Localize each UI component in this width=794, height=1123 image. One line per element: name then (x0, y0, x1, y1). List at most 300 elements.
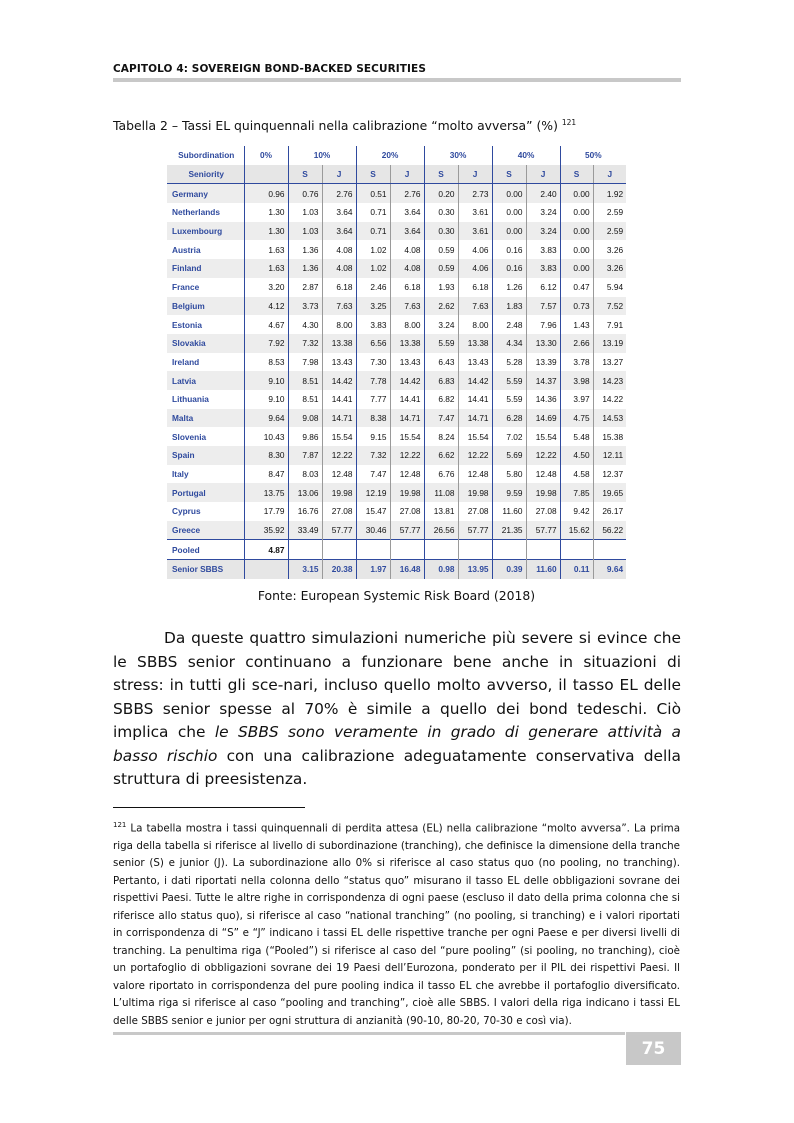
value-cell: 15.62 (560, 521, 593, 540)
value-cell: 15.38 (593, 427, 626, 446)
value-cell: 19.98 (322, 483, 356, 502)
value-cell: 3.20 (244, 278, 288, 297)
value-cell: 1.02 (356, 240, 390, 259)
empty-cell (288, 540, 322, 560)
empty-cell (593, 540, 626, 560)
tranche-header: J (593, 165, 626, 184)
value-cell: 4.50 (560, 446, 593, 465)
value-cell: 7.87 (288, 446, 322, 465)
value-cell: 6.28 (492, 409, 526, 428)
value-cell: 2.40 (526, 184, 560, 203)
value-cell: 57.77 (390, 521, 424, 540)
value-cell: 35.92 (244, 521, 288, 540)
value-cell: 14.36 (526, 390, 560, 409)
value-cell: 14.71 (322, 409, 356, 428)
value-cell: 3.97 (560, 390, 593, 409)
senior-sbbs-value: 20.38 (322, 560, 356, 579)
value-cell: 4.34 (492, 334, 526, 353)
country-label: Finland (167, 259, 244, 278)
body-paragraph (113, 627, 681, 792)
country-label: Netherlands (167, 203, 244, 222)
value-cell: 2.59 (593, 203, 626, 222)
subordination-label: Subordination (167, 146, 244, 165)
table-row (167, 446, 626, 465)
value-cell: 5.48 (560, 427, 593, 446)
country-label: Cyprus (167, 502, 244, 521)
country-label: Estonia (167, 315, 244, 334)
senior-sbbs-value: 0.11 (560, 560, 593, 579)
tranche-header-empty (244, 165, 288, 184)
value-cell: 26.17 (593, 502, 626, 521)
header-rule (113, 78, 681, 82)
body-text-italic: le SBBS sono veramente in grado di generare attività a basso rischio (113, 723, 681, 765)
value-cell: 6.18 (390, 278, 424, 297)
level-header: 50% (560, 146, 626, 165)
body-text-1: Da queste quattro simulazioni numeriche più severe si evince che le SBBS senior continuano a funzionare bene anche in situazioni di stress: in tutti gli sce-nari, incluso quello molto avverso, il tasso EL delle SBBS senior spesse al 70% è simile a quello dei bond tedeschi. Ciò implica che (113, 629, 681, 741)
value-cell: 57.77 (458, 521, 492, 540)
value-cell: 0.30 (424, 203, 458, 222)
value-cell: 1.02 (356, 259, 390, 278)
empty-cell (322, 540, 356, 560)
footnote-number: 121 (113, 821, 127, 829)
value-cell: 3.64 (390, 222, 424, 241)
value-cell: 4.75 (560, 409, 593, 428)
value-cell: 2.66 (560, 334, 593, 353)
value-cell: 30.46 (356, 521, 390, 540)
value-cell: 14.69 (526, 409, 560, 428)
country-label: Italy (167, 465, 244, 484)
value-cell: 19.98 (390, 483, 424, 502)
value-cell: 14.41 (322, 390, 356, 409)
value-cell: 14.23 (593, 371, 626, 390)
value-cell: 6.76 (424, 465, 458, 484)
value-cell: 7.92 (244, 334, 288, 353)
value-cell: 14.22 (593, 390, 626, 409)
table-row (167, 184, 626, 203)
value-cell: 7.96 (526, 315, 560, 334)
value-cell: 14.42 (390, 371, 424, 390)
value-cell: 1.92 (593, 184, 626, 203)
value-cell: 57.77 (526, 521, 560, 540)
value-cell: 13.27 (593, 353, 626, 372)
value-cell: 8.51 (288, 390, 322, 409)
value-cell: 3.78 (560, 353, 593, 372)
value-cell: 3.61 (458, 203, 492, 222)
country-label: Latvia (167, 371, 244, 390)
value-cell: 4.06 (458, 259, 492, 278)
level-header: 40% (492, 146, 560, 165)
country-label: Greece (167, 521, 244, 540)
value-cell: 12.19 (356, 483, 390, 502)
value-cell: 3.64 (322, 222, 356, 241)
tranche-header: J (458, 165, 492, 184)
value-cell: 6.83 (424, 371, 458, 390)
value-cell: 9.08 (288, 409, 322, 428)
value-cell: 12.37 (593, 465, 626, 484)
value-cell: 2.59 (593, 222, 626, 241)
value-cell: 3.83 (356, 315, 390, 334)
value-cell: 11.60 (492, 502, 526, 521)
table-row (167, 315, 626, 334)
value-cell: 8.51 (288, 371, 322, 390)
value-cell: 3.26 (593, 240, 626, 259)
value-cell: 14.71 (458, 409, 492, 428)
value-cell: 7.98 (288, 353, 322, 372)
value-cell: 0.00 (560, 240, 593, 259)
value-cell: 3.64 (390, 203, 424, 222)
value-cell: 3.24 (424, 315, 458, 334)
level-header: 30% (424, 146, 492, 165)
table-row (167, 353, 626, 372)
value-cell: 0.96 (244, 184, 288, 203)
page-number: 75 (626, 1032, 681, 1065)
table-row (167, 334, 626, 353)
value-cell: 13.81 (424, 502, 458, 521)
table-row (167, 483, 626, 502)
value-cell: 5.59 (424, 334, 458, 353)
body-text-2: con una calibrazione adeguatamente conservativa della struttura di preesistenza. (113, 746, 681, 788)
value-cell: 6.18 (458, 278, 492, 297)
value-cell: 2.76 (322, 184, 356, 203)
level-header: 10% (288, 146, 356, 165)
value-cell: 9.10 (244, 371, 288, 390)
value-cell: 13.38 (322, 334, 356, 353)
value-cell: 4.08 (322, 259, 356, 278)
value-cell: 0.47 (560, 278, 593, 297)
value-cell: 2.62 (424, 297, 458, 316)
table-row (167, 409, 626, 428)
value-cell: 2.87 (288, 278, 322, 297)
value-cell: 8.53 (244, 353, 288, 372)
value-cell: 9.86 (288, 427, 322, 446)
table-row (167, 502, 626, 521)
value-cell: 4.06 (458, 240, 492, 259)
pooled-row (167, 540, 626, 560)
value-cell: 6.62 (424, 446, 458, 465)
value-cell: 0.00 (492, 184, 526, 203)
value-cell: 15.54 (390, 427, 424, 446)
value-cell: 0.51 (356, 184, 390, 203)
pooled-value: 4.87 (244, 540, 288, 560)
empty-cell (356, 540, 390, 560)
tranche-header: S (288, 165, 322, 184)
value-cell: 14.42 (458, 371, 492, 390)
value-cell: 7.91 (593, 315, 626, 334)
value-cell: 7.32 (356, 446, 390, 465)
table-caption-text: Tabella 2 – Tassi EL quinquennali nella calibrazione “molto avversa” (%) (113, 118, 558, 134)
empty-cell (492, 540, 526, 560)
value-cell: 27.08 (322, 502, 356, 521)
el-rates-table (167, 146, 626, 579)
tranche-header: J (322, 165, 356, 184)
value-cell: 8.38 (356, 409, 390, 428)
table-row (167, 203, 626, 222)
value-cell: 0.16 (492, 240, 526, 259)
seniority-header-row (167, 165, 626, 184)
value-cell: 4.58 (560, 465, 593, 484)
value-cell: 3.83 (526, 259, 560, 278)
value-cell: 27.08 (458, 502, 492, 521)
table-row (167, 390, 626, 409)
value-cell: 12.48 (458, 465, 492, 484)
value-cell: 0.73 (560, 297, 593, 316)
value-cell: 2.48 (492, 315, 526, 334)
value-cell: 0.00 (560, 203, 593, 222)
value-cell: 6.18 (322, 278, 356, 297)
value-cell: 0.20 (424, 184, 458, 203)
value-cell: 5.59 (492, 371, 526, 390)
table-caption (113, 118, 576, 133)
value-cell: 0.76 (288, 184, 322, 203)
senior-sbbs-value: 0.98 (424, 560, 458, 579)
value-cell: 13.39 (526, 353, 560, 372)
value-cell: 1.93 (424, 278, 458, 297)
country-label: Germany (167, 184, 244, 203)
value-cell: 0.59 (424, 240, 458, 259)
chapter-header: CAPITOLO 4: SOVEREIGN BOND-BACKED SECURITIES (113, 63, 426, 75)
value-cell: 0.71 (356, 203, 390, 222)
value-cell: 4.30 (288, 315, 322, 334)
value-cell: 13.38 (458, 334, 492, 353)
value-cell: 7.47 (356, 465, 390, 484)
value-cell: 1.30 (244, 203, 288, 222)
value-cell: 1.30 (244, 222, 288, 241)
value-cell: 12.22 (322, 446, 356, 465)
table-row (167, 521, 626, 540)
value-cell: 6.43 (424, 353, 458, 372)
value-cell: 13.43 (458, 353, 492, 372)
value-cell: 0.00 (560, 184, 593, 203)
tranche-header: S (560, 165, 593, 184)
value-cell: 4.12 (244, 297, 288, 316)
value-cell: 16.76 (288, 502, 322, 521)
value-cell: 7.63 (390, 297, 424, 316)
value-cell: 15.54 (322, 427, 356, 446)
value-cell: 7.32 (288, 334, 322, 353)
value-cell: 15.47 (356, 502, 390, 521)
senior-sbbs-value: 1.97 (356, 560, 390, 579)
value-cell: 7.63 (458, 297, 492, 316)
senior-sbbs-row (167, 560, 626, 579)
value-cell: 4.08 (390, 259, 424, 278)
table-source: Fonte: European Systemic Risk Board (2018) (257, 588, 536, 603)
value-cell: 15.54 (458, 427, 492, 446)
country-label: Portugal (167, 483, 244, 502)
value-cell: 0.00 (560, 222, 593, 241)
table-row (167, 427, 626, 446)
empty-cell (560, 540, 593, 560)
footnote (113, 817, 680, 1030)
value-cell: 3.98 (560, 371, 593, 390)
value-cell: 9.10 (244, 390, 288, 409)
footer-rule (113, 1032, 625, 1035)
value-cell: 7.52 (593, 297, 626, 316)
tranche-header: S (356, 165, 390, 184)
value-cell: 21.35 (492, 521, 526, 540)
value-cell: 7.85 (560, 483, 593, 502)
value-cell: 2.73 (458, 184, 492, 203)
country-label: Austria (167, 240, 244, 259)
value-cell: 7.57 (526, 297, 560, 316)
value-cell: 5.69 (492, 446, 526, 465)
pooled-label: Pooled (167, 540, 244, 560)
value-cell: 0.00 (492, 222, 526, 241)
tranche-header: J (526, 165, 560, 184)
senior-sbbs-value: 0.39 (492, 560, 526, 579)
country-label: Slovenia (167, 427, 244, 446)
value-cell: 12.48 (390, 465, 424, 484)
value-cell: 1.36 (288, 259, 322, 278)
value-cell: 15.54 (526, 427, 560, 446)
value-cell: 13.43 (390, 353, 424, 372)
value-cell: 4.67 (244, 315, 288, 334)
senior-sbbs-value: 16.48 (390, 560, 424, 579)
value-cell: 13.30 (526, 334, 560, 353)
empty-cell (390, 540, 424, 560)
country-label: France (167, 278, 244, 297)
value-cell: 7.77 (356, 390, 390, 409)
value-cell: 3.24 (526, 222, 560, 241)
table-row (167, 278, 626, 297)
value-cell: 1.36 (288, 240, 322, 259)
value-cell: 3.26 (593, 259, 626, 278)
table-row (167, 240, 626, 259)
level-header: 20% (356, 146, 424, 165)
tranche-header: S (424, 165, 458, 184)
value-cell: 8.00 (322, 315, 356, 334)
subordination-header-row (167, 146, 626, 165)
value-cell: 13.06 (288, 483, 322, 502)
footnote-rule (113, 807, 305, 808)
level-header: 0% (244, 146, 288, 165)
value-cell: 8.03 (288, 465, 322, 484)
value-cell: 19.98 (458, 483, 492, 502)
value-cell: 27.08 (526, 502, 560, 521)
value-cell: 1.63 (244, 240, 288, 259)
country-label: Ireland (167, 353, 244, 372)
value-cell: 3.24 (526, 203, 560, 222)
value-cell: 7.78 (356, 371, 390, 390)
country-label: Spain (167, 446, 244, 465)
value-cell: 8.00 (458, 315, 492, 334)
value-cell: 12.22 (526, 446, 560, 465)
value-cell: 5.59 (492, 390, 526, 409)
seniority-label: Seniority (167, 165, 244, 184)
value-cell: 33.49 (288, 521, 322, 540)
value-cell: 3.61 (458, 222, 492, 241)
value-cell: 12.11 (593, 446, 626, 465)
value-cell: 8.24 (424, 427, 458, 446)
table-row (167, 465, 626, 484)
value-cell: 8.30 (244, 446, 288, 465)
value-cell: 1.03 (288, 222, 322, 241)
value-cell: 14.37 (526, 371, 560, 390)
value-cell: 13.75 (244, 483, 288, 502)
empty-cell (424, 540, 458, 560)
value-cell: 14.41 (390, 390, 424, 409)
table-row (167, 371, 626, 390)
value-cell: 57.77 (322, 521, 356, 540)
value-cell: 3.25 (356, 297, 390, 316)
empty-cell (244, 560, 288, 579)
value-cell: 7.47 (424, 409, 458, 428)
value-cell: 56.22 (593, 521, 626, 540)
value-cell: 14.42 (322, 371, 356, 390)
value-cell: 0.71 (356, 222, 390, 241)
tranche-header: J (390, 165, 424, 184)
value-cell: 4.08 (322, 240, 356, 259)
value-cell: 6.12 (526, 278, 560, 297)
value-cell: 5.28 (492, 353, 526, 372)
value-cell: 9.64 (244, 409, 288, 428)
value-cell: 1.43 (560, 315, 593, 334)
value-cell: 7.02 (492, 427, 526, 446)
table-row (167, 222, 626, 241)
tranche-header: S (492, 165, 526, 184)
table-row (167, 297, 626, 316)
value-cell: 26.56 (424, 521, 458, 540)
value-cell: 1.63 (244, 259, 288, 278)
value-cell: 17.79 (244, 502, 288, 521)
value-cell: 1.26 (492, 278, 526, 297)
value-cell: 12.22 (458, 446, 492, 465)
table-row (167, 259, 626, 278)
value-cell: 10.43 (244, 427, 288, 446)
senior-sbbs-value: 9.64 (593, 560, 626, 579)
value-cell: 2.46 (356, 278, 390, 297)
value-cell: 3.73 (288, 297, 322, 316)
senior-sbbs-value: 13.95 (458, 560, 492, 579)
value-cell: 0.00 (560, 259, 593, 278)
value-cell: 1.03 (288, 203, 322, 222)
country-label: Lithuania (167, 390, 244, 409)
value-cell: 4.08 (390, 240, 424, 259)
senior-sbbs-value: 3.15 (288, 560, 322, 579)
value-cell: 0.00 (492, 203, 526, 222)
country-label: Malta (167, 409, 244, 428)
value-cell: 3.64 (322, 203, 356, 222)
footnote-ref[interactable]: 121 (561, 118, 577, 127)
footnote-text: La tabella mostra i tassi quinquennali di perdita attesa (EL) nella calibrazione “molto avversa”. La prima riga della tabella si riferisce al livello di subordinazione (tranching), che definisce la dimensione della tranche senior (S) e junior (J). La subordinazione allo 0% si riferisce al caso status quo (no pooling, no tranching). Pertanto, i dati riportati nella colonna dello “status quo” misurano il tasso EL delle obbligazioni sovrane dei rispettivi Paesi. Tutte le altre righe in corrispondenza di ogni paese (escluso il dato della prima colonna che si riferisce allo status quo), si riferisce al caso “national tranching” (no pooling, si tranching) e i valori riportati in corrispondenza di “S” e “J” indicano i tassi EL delle rispettive tranche per ogni Paese e per diversi livelli di tranching. La penultima riga (“Pooled”) si riferisce al caso del “pure pooling” (si pooling, no tranching), cioè un portafoglio di obbligazioni sovrane dei 19 Paesi dell’Eurozona, ponderato per il PIL dei rispettivi Paesi. Il valore riportato in corrispondenza del pure pooling indica il tasso EL che avrebbe il portafoglio diversificato. L’ultima riga si riferisce al caso “pooling and tranching”, cioè alle SBBS. I valori della riga indicano i tassi EL delle SBBS senior e junior per ogni struttura di anzianità (90-10, 80-20, 70-30 e così via). (113, 822, 681, 1027)
value-cell: 0.16 (492, 259, 526, 278)
country-label: Luxembourg (167, 222, 244, 241)
value-cell: 7.63 (322, 297, 356, 316)
value-cell: 14.41 (458, 390, 492, 409)
value-cell: 19.65 (593, 483, 626, 502)
empty-cell (526, 540, 560, 560)
country-label: Slovakia (167, 334, 244, 353)
value-cell: 2.76 (390, 184, 424, 203)
value-cell: 0.30 (424, 222, 458, 241)
value-cell: 12.48 (322, 465, 356, 484)
value-cell: 6.82 (424, 390, 458, 409)
value-cell: 13.38 (390, 334, 424, 353)
senior-sbbs-value: 11.60 (526, 560, 560, 579)
value-cell: 19.98 (526, 483, 560, 502)
value-cell: 12.48 (526, 465, 560, 484)
value-cell: 5.80 (492, 465, 526, 484)
value-cell: 5.94 (593, 278, 626, 297)
value-cell: 1.83 (492, 297, 526, 316)
value-cell: 8.47 (244, 465, 288, 484)
value-cell: 9.42 (560, 502, 593, 521)
value-cell: 9.15 (356, 427, 390, 446)
value-cell: 27.08 (390, 502, 424, 521)
value-cell: 13.19 (593, 334, 626, 353)
value-cell: 6.56 (356, 334, 390, 353)
value-cell: 0.59 (424, 259, 458, 278)
value-cell: 7.30 (356, 353, 390, 372)
